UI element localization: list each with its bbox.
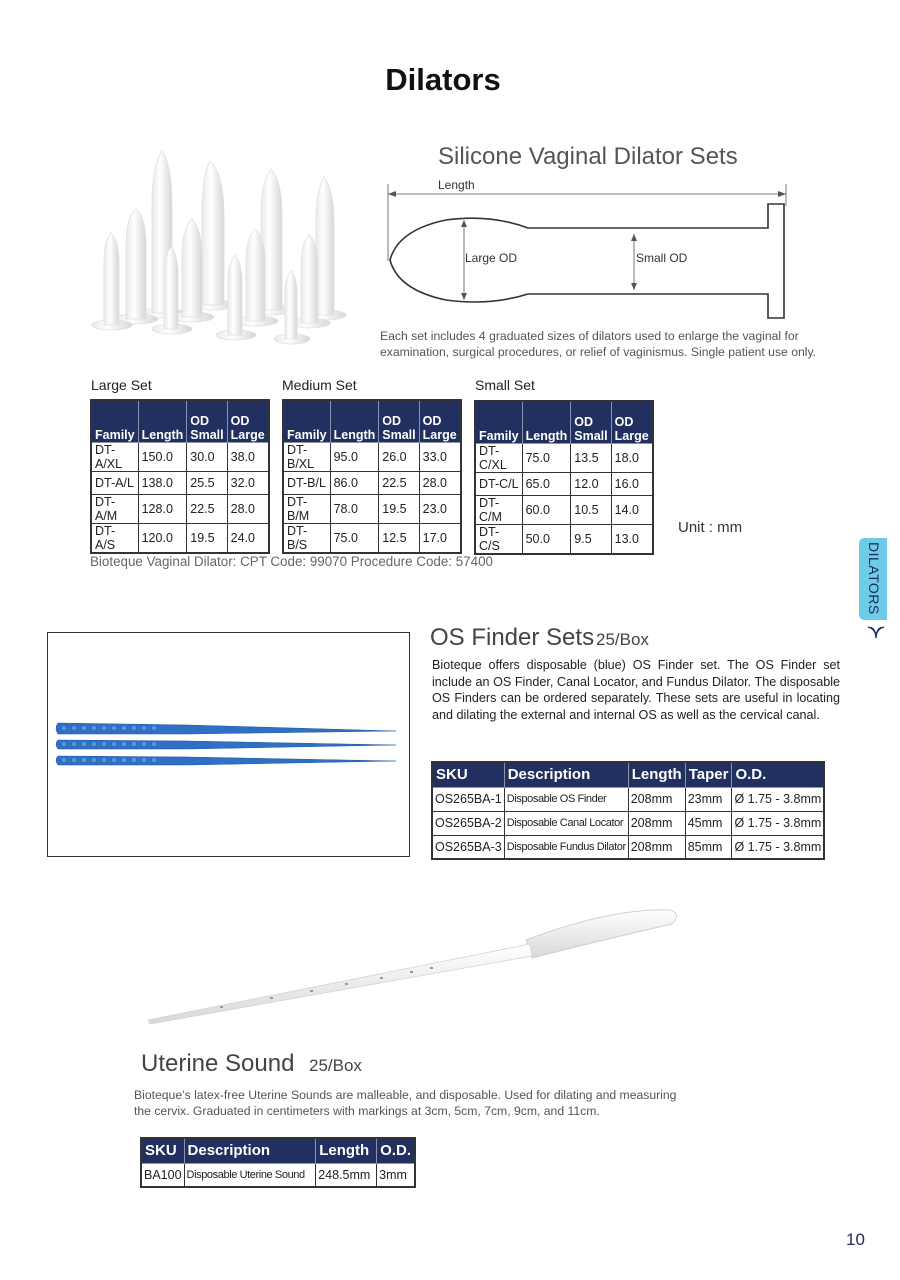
table-row: DT-C/S 50.0 9.5 13.0 xyxy=(475,524,653,554)
header-description: Description xyxy=(504,762,628,787)
table-row: DT-B/L 86.0 22.5 28.0 xyxy=(283,471,461,494)
header-od: O.D. xyxy=(732,762,824,787)
section-side-tab[interactable] xyxy=(859,538,887,620)
silicone-dilator-title: Silicone Vaginal Dilator Sets xyxy=(438,143,738,170)
header-length: Length xyxy=(138,400,187,442)
header-length: Length xyxy=(628,762,685,787)
header-od-large: OD Large xyxy=(611,401,653,443)
table-row: DT-C/XL 75.0 13.5 18.0 xyxy=(475,443,653,472)
small-set-caption: Small Set xyxy=(475,377,535,393)
dilator-set-image xyxy=(88,145,358,345)
large-od-label: Large OD xyxy=(465,251,518,265)
table-row: OS265BA-2 Disposable Canal Locator 208mm 45mm Ø 1.75 - 3.8mm xyxy=(432,811,824,835)
table-row: OS265BA-1 Disposable OS Finder 208mm 23mm Ø 1.75 - 3.8mm xyxy=(432,787,824,811)
os-finder-table xyxy=(431,761,825,860)
header-sku: SKU xyxy=(141,1138,184,1163)
uterine-sound-quantity: 25/Box xyxy=(309,1056,362,1075)
unit-label: Unit : mm xyxy=(678,519,743,536)
header-od-small: OD Small xyxy=(187,400,227,442)
cpt-code-text: Bioteque Vaginal Dilator: CPT Code: 99070 Procedure Code: 57400 xyxy=(90,554,493,569)
small-set-table xyxy=(474,400,654,555)
large-set-caption: Large Set xyxy=(91,377,152,393)
header-length: Length xyxy=(330,400,379,442)
length-label: Length xyxy=(438,178,475,192)
dilator-dimension-diagram xyxy=(380,176,800,326)
os-finder-image xyxy=(47,632,410,857)
table-row: DT-C/M 60.0 10.5 14.0 xyxy=(475,495,653,524)
header-length: Length xyxy=(522,401,571,443)
header-taper: Taper xyxy=(685,762,732,787)
side-tab-label: DILATORS xyxy=(866,542,882,615)
os-finder-description: Bioteque offers disposable (blue) OS Finder set. The OS Finder set include an OS Finder, Canal Locator, and Fundus Dilator. The disposable OS Finders can be ordered separately. These sets are useful in locating and dilating the external and internal OS as well as the cervical canal. xyxy=(432,658,840,722)
header-od: O.D. xyxy=(377,1138,415,1163)
os-finder-quantity: 25/Box xyxy=(596,630,649,649)
table-row: DT-A/S 120.0 19.5 24.0 xyxy=(91,523,269,553)
header-od-large: OD Large xyxy=(227,400,269,442)
page-title: Dilators xyxy=(385,62,501,97)
header-family: Family xyxy=(283,400,330,442)
table-row: OS265BA-3 Disposable Fundus Dilator 208mm 85mm Ø 1.75 - 3.8mm xyxy=(432,835,824,859)
header-od-large: OD Large xyxy=(419,400,461,442)
table-row: DT-A/L 138.0 25.5 32.0 xyxy=(91,471,269,494)
uterine-sound-image xyxy=(140,900,685,1035)
small-od-label: Small OD xyxy=(636,251,688,265)
table-row: BA100 Disposable Uterine Sound 248.5mm 3mm xyxy=(141,1163,415,1187)
table-row: DT-A/M 128.0 22.5 28.0 xyxy=(91,494,269,523)
page-number: 10 xyxy=(846,1230,865,1249)
header-od-small: OD Small xyxy=(379,400,419,442)
medium-set-table xyxy=(282,399,462,554)
large-set-table xyxy=(90,399,270,554)
uterine-sound-table xyxy=(140,1137,416,1188)
header-description: Description xyxy=(184,1138,316,1163)
table-row: DT-B/XL 95.0 26.0 33.0 xyxy=(283,442,461,471)
medium-set-caption: Medium Set xyxy=(282,377,357,393)
table-row: DT-B/S 75.0 12.5 17.0 xyxy=(283,523,461,553)
os-finder-title: OS Finder Sets xyxy=(430,624,595,651)
table-row: DT-A/XL 150.0 30.0 38.0 xyxy=(91,442,269,471)
header-family: Family xyxy=(475,401,522,443)
uterine-sound-description: Bioteque’s latex-free Uterine Sounds are malleable, and disposable. Used for dilating and measuring the cervix. Graduated in centimeters with markings at 3cm, 5cm, 7cm, 9cm, and 11cm. xyxy=(134,1088,677,1118)
table-row: DT-C/L 65.0 12.0 16.0 xyxy=(475,472,653,495)
silicone-description: Each set includes 4 graduated sizes of dilators used to enlarge the vaginal for examination, surgical procedures, or relief of vaginismus. Single patient use only. xyxy=(380,329,817,359)
table-row: DT-B/M 78.0 19.5 23.0 xyxy=(283,494,461,523)
header-length: Length xyxy=(316,1138,377,1163)
bioteque-logo-icon xyxy=(866,625,886,639)
header-sku: SKU xyxy=(432,762,504,787)
header-family: Family xyxy=(91,400,138,442)
uterine-sound-title: Uterine Sound xyxy=(141,1050,295,1077)
header-od-small: OD Small xyxy=(571,401,611,443)
